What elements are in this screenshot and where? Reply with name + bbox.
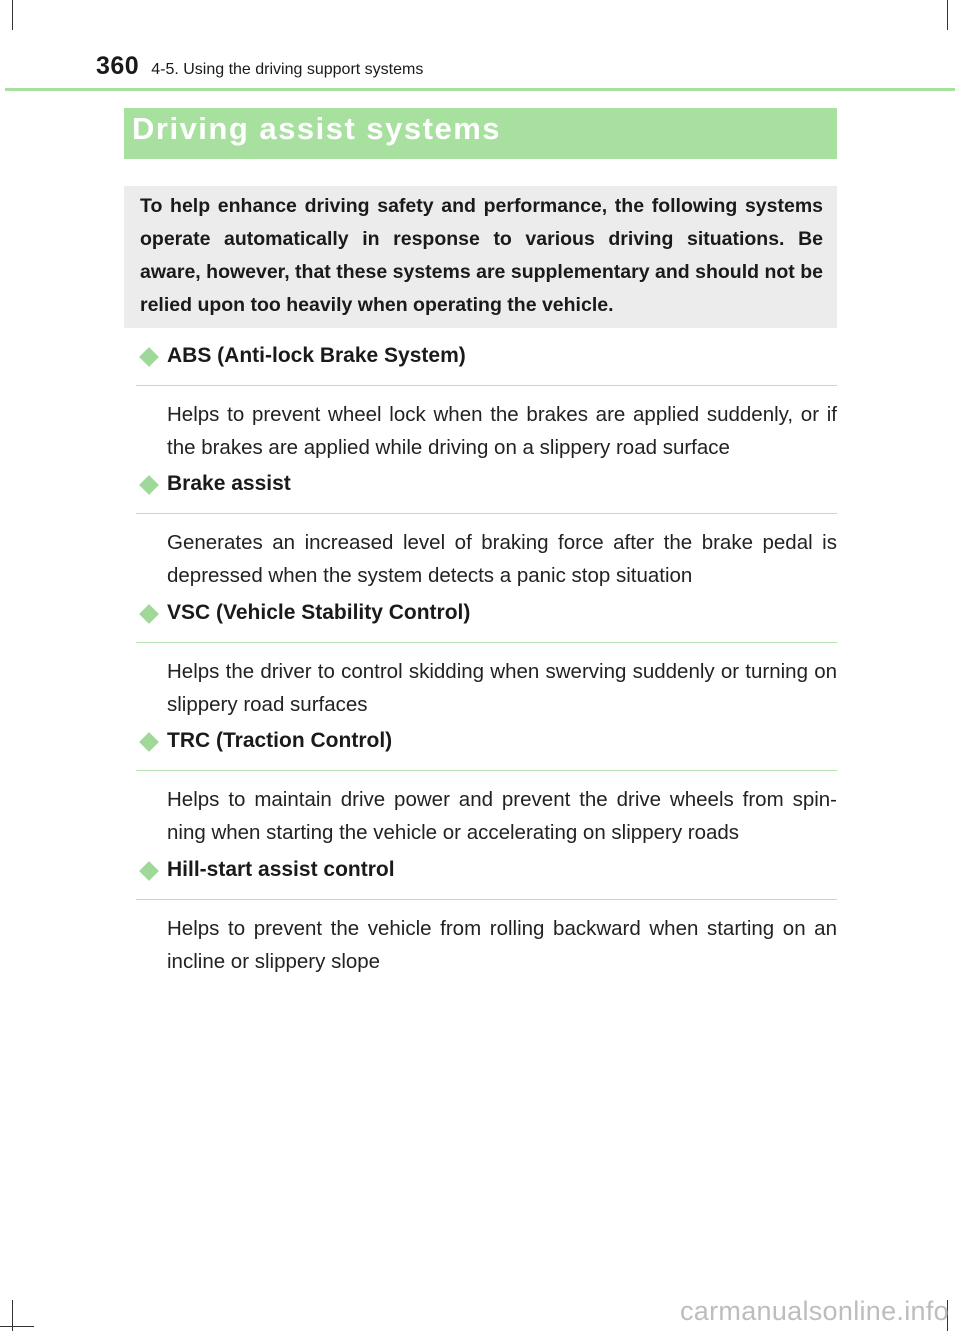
- item-description: Helps the driver to control skidding when swerving suddenly or turning on slippery road surfaces: [167, 660, 837, 716]
- intro-text: To help enhance driving safety and performance, the following systems operate automatically in response to various driving situations. Be aware, however, that these systems are supplementary and should not be relied upon too heavily when operating the vehicle.: [140, 195, 823, 316]
- item-title: VSC (Vehicle Stability Control): [167, 601, 471, 624]
- diamond-icon: [139, 732, 159, 752]
- list-item: [136, 725, 837, 849]
- diamond-icon: [139, 475, 159, 495]
- list-item: [136, 340, 837, 464]
- item-title: Hill-start assist control: [167, 858, 395, 881]
- intro-box: [124, 186, 837, 328]
- item-description: Helps to maintain drive power and prevent the drive wheels from spin-ning when starting the vehicle or accelerating on slippery roads: [167, 788, 837, 844]
- crop-mark: [12, 0, 13, 30]
- section-title-bar: [124, 108, 837, 159]
- crop-mark: [947, 0, 948, 30]
- crop-mark: [0, 1326, 34, 1327]
- header-divider: [5, 88, 955, 91]
- watermark: carmanualsonline.info: [680, 1296, 949, 1326]
- diamond-icon: [139, 604, 159, 624]
- list-item: [136, 854, 837, 978]
- section-path: 4-5. Using the driving support systems: [151, 61, 424, 78]
- item-title: TRC (Traction Control): [167, 729, 393, 752]
- list-item: [136, 597, 837, 721]
- item-title: ABS (Anti-lock Brake System): [167, 344, 466, 367]
- item-heading: [136, 340, 837, 386]
- list-item: [136, 468, 837, 592]
- item-heading: [136, 468, 837, 514]
- diamond-icon: [139, 861, 159, 881]
- item-title: Brake assist: [167, 472, 291, 495]
- item-heading: [136, 725, 837, 771]
- item-heading: [136, 854, 837, 900]
- item-heading: [136, 597, 837, 643]
- item-description: Helps to prevent wheel lock when the brakes are applied suddenly, or if the brakes are applied while driving on a slippery road surface: [167, 403, 837, 459]
- page-number: 360: [96, 52, 140, 80]
- page-header: [96, 52, 423, 81]
- diamond-icon: [139, 347, 159, 367]
- section-title: Driving assist systems: [132, 111, 502, 146]
- item-description: Helps to prevent the vehicle from rolling backward when starting on an incline or slippery slope: [167, 917, 837, 973]
- item-description: Generates an increased level of braking force after the brake pedal is depressed when the system detects a panic stop situation: [167, 531, 837, 587]
